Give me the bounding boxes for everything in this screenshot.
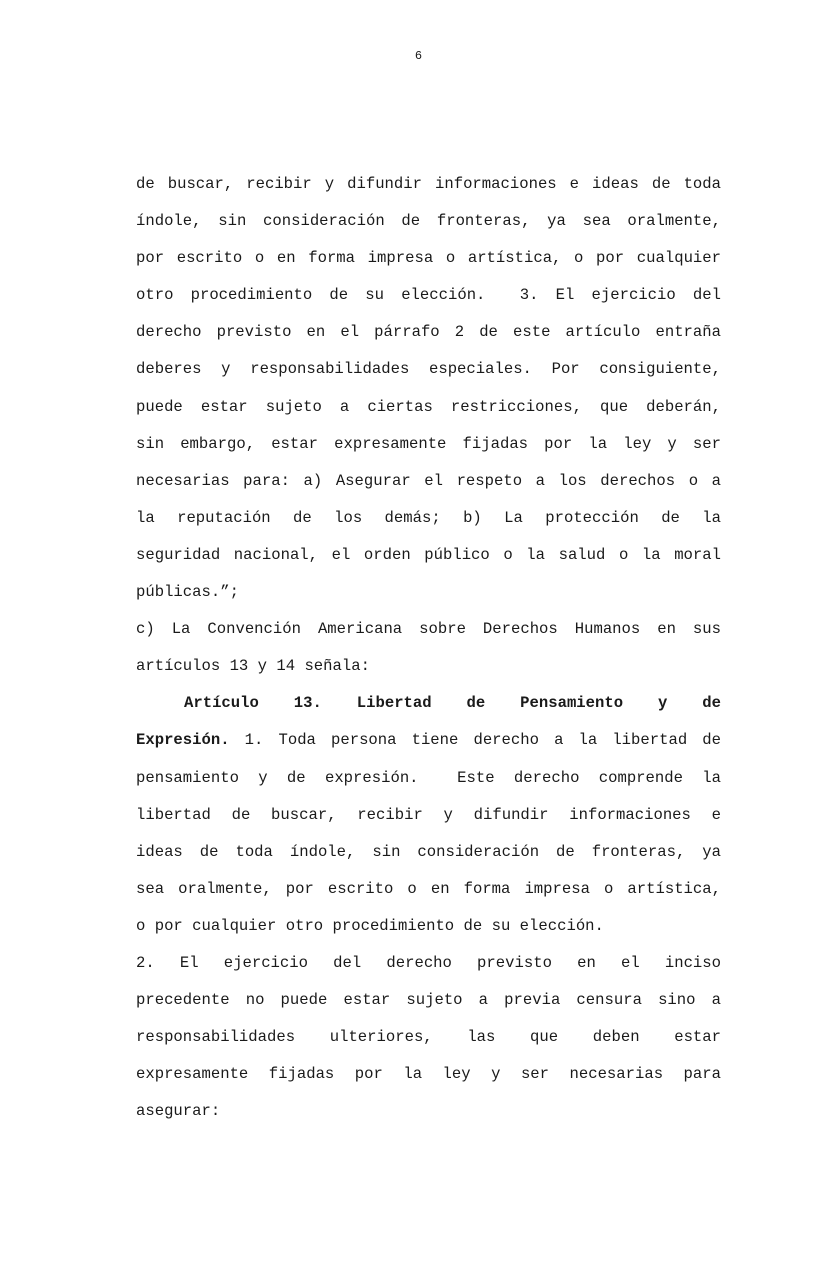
- text-line: o por cualquier otro procedimiento de su elección.: [136, 916, 604, 935]
- text-line: artículos 13 y 14 señala:: [136, 657, 370, 676]
- text-line: índole, sin consideración de fronteras, ya sea oralmente,: [136, 212, 721, 231]
- text-line: [136, 722, 721, 759]
- text-line: ideas de toda índole, sin consideración de fronteras, ya: [136, 842, 721, 861]
- text-line: 2. El ejercicio del derecho previsto en el inciso: [136, 953, 721, 972]
- page-number: 6: [414, 49, 423, 63]
- text-line: c) La Convención Americana sobre Derechos Humanos en sus: [136, 620, 721, 639]
- text-line: expresamente fijadas por la ley y ser necesarias para: [136, 1065, 721, 1084]
- article-heading: [136, 685, 721, 722]
- text-line: seguridad nacional, el orden público o la salud o la moral: [136, 545, 721, 564]
- text-line: sea oralmente, por escrito o en forma impresa o artística,: [136, 879, 721, 898]
- text-line: derecho previsto en el párrafo 2 de este artículo entraña: [136, 323, 721, 342]
- text-line: puede estar sujeto a ciertas restricciones, que deberán,: [136, 397, 721, 416]
- article-text: 1. Toda persona tiene derecho a la libertad de: [229, 731, 721, 750]
- text-line: la reputación de los demás; b) La protección de la: [136, 508, 721, 527]
- text-line: deberes y responsabilidades especiales. Por consiguiente,: [136, 360, 721, 379]
- article-title: Artículo 13. Libertad de Pensamiento y de: [184, 694, 721, 713]
- article-title-continued: Expresión.: [136, 731, 230, 750]
- text-line: responsabilidades ulteriores, las que deben estar: [136, 1028, 721, 1047]
- text-line: asegurar:: [136, 1102, 221, 1121]
- text-line: sin embargo, estar expresamente fijadas por la ley y ser: [136, 434, 721, 453]
- text-line: precedente no puede estar sujeto a previa censura sino a: [136, 991, 721, 1010]
- text-line: otro procedimiento de su elección. 3. El ejercicio del: [136, 286, 721, 305]
- text-line: públicas.”;: [136, 583, 239, 602]
- text-line: pensamiento y de expresión. Este derecho comprende la: [136, 768, 721, 787]
- text-line: necesarias para: a) Asegurar el respeto a los derechos o a: [136, 471, 721, 490]
- text-line: de buscar, recibir y difundir informaciones e ideas de toda: [136, 175, 721, 193]
- text-line: por escrito o en forma impresa o artística, o por cualquier: [136, 249, 721, 268]
- document-body: [136, 166, 721, 1130]
- text-line: libertad de buscar, recibir y difundir informaciones e: [136, 805, 721, 824]
